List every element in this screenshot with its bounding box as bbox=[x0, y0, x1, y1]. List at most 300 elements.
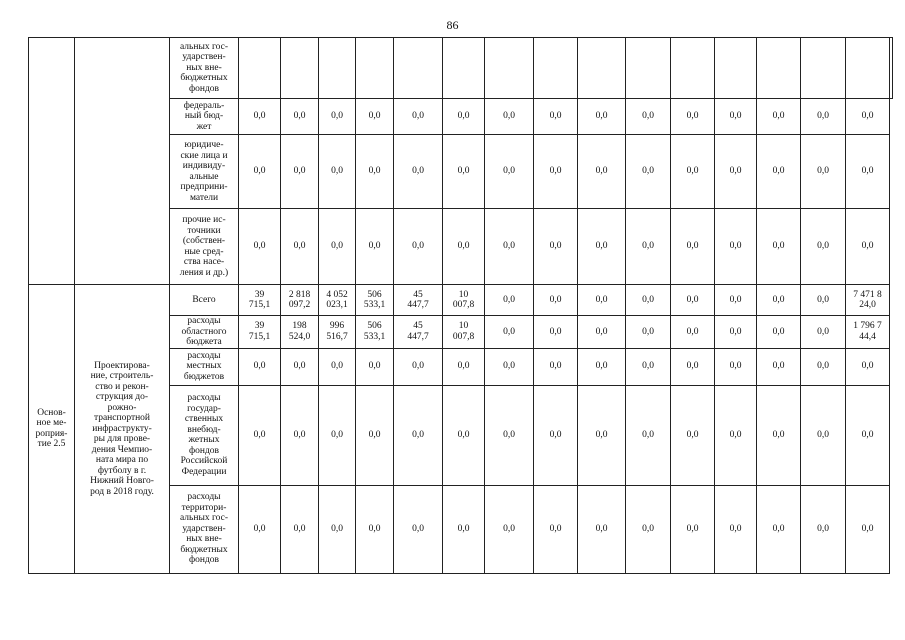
value-cell bbox=[578, 485, 626, 573]
value-cell bbox=[578, 385, 626, 485]
value-cell-line: 0,0 bbox=[412, 429, 424, 440]
value-cell: 0,0 bbox=[319, 135, 356, 209]
value-cell bbox=[534, 316, 578, 349]
funding-source-cell-line: бюджетов bbox=[183, 371, 225, 382]
funding-source-cell-line: бюджетных bbox=[180, 73, 228, 84]
value-cell-line: 0,0 bbox=[772, 326, 785, 337]
funding-source-cell-line: ные сред- bbox=[184, 246, 224, 257]
value-cell-line: 0,0 bbox=[293, 361, 306, 372]
value-cell bbox=[394, 485, 443, 573]
value-cell-line: 0,0 bbox=[503, 361, 515, 372]
value-cell bbox=[394, 385, 443, 485]
value-cell-line: 0,0 bbox=[368, 429, 381, 440]
value-cell-line: 10 bbox=[458, 289, 469, 300]
funding-source-cell-line: ударствен- bbox=[182, 523, 226, 534]
funding-source-cell-line: точники bbox=[187, 225, 221, 236]
value-cell-line: 0,0 bbox=[686, 294, 699, 305]
value-cell bbox=[443, 385, 485, 485]
measure-cell-line: тие 2.5 bbox=[37, 439, 66, 450]
value-cell-line: 516,7 bbox=[326, 331, 348, 342]
value-cell bbox=[671, 38, 715, 99]
funding-source-cell-line: расходы bbox=[187, 393, 221, 403]
value-cell: 0,0 bbox=[757, 135, 801, 209]
value-cell-line: 0,0 bbox=[293, 429, 306, 440]
value-cell bbox=[394, 38, 443, 99]
value-cell bbox=[846, 285, 890, 316]
value-cell-line: 097,2 bbox=[288, 300, 311, 310]
value-cell bbox=[671, 348, 715, 385]
value-cell: 0,0 bbox=[626, 135, 671, 209]
value-cell-line: 715,1 bbox=[248, 300, 271, 310]
value-cell: 0,0 bbox=[534, 135, 578, 209]
funding-source-cell-line: расходы bbox=[187, 492, 221, 503]
value-cell-line: 0,0 bbox=[253, 523, 266, 534]
value-cell-line: 0,0 bbox=[861, 429, 874, 440]
value-cell-line: 0,0 bbox=[729, 429, 742, 440]
value-cell bbox=[757, 485, 801, 573]
funding-source-cell bbox=[170, 385, 239, 485]
value-cell-line: 0,0 bbox=[331, 361, 343, 372]
value-cell bbox=[846, 485, 890, 573]
measure-cell-line: Основ- bbox=[37, 407, 66, 418]
value-cell bbox=[356, 285, 394, 316]
value-cell-line: 506 bbox=[367, 289, 382, 300]
funding-source-cell-line: ных вне- bbox=[186, 62, 222, 73]
funding-source-cell-line: прочие ис- bbox=[182, 215, 226, 225]
funding-source-cell bbox=[170, 316, 239, 349]
value-cell bbox=[626, 316, 671, 349]
value-cell: 0,0 bbox=[443, 99, 485, 135]
value-cell-line: 0,0 bbox=[549, 361, 562, 372]
value-cell: 0,0 bbox=[485, 209, 534, 285]
value-cell: 0,0 bbox=[757, 99, 801, 135]
value-cell bbox=[626, 285, 671, 316]
value-cell-line: 45 bbox=[413, 321, 423, 332]
value-cell-line: 447,7 bbox=[407, 300, 429, 310]
value-cell bbox=[890, 38, 893, 99]
value-cell-line: 0,0 bbox=[457, 429, 470, 440]
value-cell-line: 0,0 bbox=[595, 294, 608, 305]
value-cell-line: 0,0 bbox=[503, 326, 515, 337]
value-cell-line: 0,0 bbox=[331, 429, 343, 440]
value-cell bbox=[319, 316, 356, 349]
value-cell-line: 0,0 bbox=[817, 429, 829, 440]
value-cell bbox=[715, 316, 757, 349]
value-cell-line: 0,0 bbox=[595, 326, 608, 337]
value-cell: 0,0 bbox=[801, 99, 846, 135]
value-cell-line: 0,0 bbox=[686, 523, 699, 534]
value-cell bbox=[319, 285, 356, 316]
value-cell-line: 0,0 bbox=[729, 326, 742, 337]
funding-source-cell-line: бюджетных bbox=[180, 544, 228, 555]
funding-source-cell bbox=[170, 348, 239, 385]
value-cell: 0,0 bbox=[239, 209, 281, 285]
funding-source-cell-line: Российской bbox=[180, 456, 228, 466]
value-cell: 0,0 bbox=[715, 135, 757, 209]
value-cell-line: 0,0 bbox=[549, 294, 562, 305]
value-cell bbox=[801, 38, 846, 99]
value-cell bbox=[356, 348, 394, 385]
value-cell-line: 0,0 bbox=[457, 361, 470, 372]
funding-source-cell-line: бюджета bbox=[186, 337, 222, 347]
value-cell: 0,0 bbox=[757, 209, 801, 285]
value-cell: 0,0 bbox=[846, 99, 890, 135]
value-cell bbox=[757, 38, 801, 99]
table-row bbox=[29, 38, 893, 99]
measure-cell-line: ное ме- bbox=[36, 418, 67, 429]
value-cell bbox=[671, 316, 715, 349]
funding-source-cell-line: ударствен- bbox=[182, 52, 226, 63]
value-cell bbox=[356, 316, 394, 349]
value-cell: 0,0 bbox=[534, 209, 578, 285]
value-cell-line: 0,0 bbox=[549, 326, 562, 337]
funding-source-cell bbox=[170, 38, 239, 99]
value-cell bbox=[239, 385, 281, 485]
value-cell: 0,0 bbox=[239, 99, 281, 135]
value-cell-line: 10 bbox=[458, 321, 469, 332]
table-row bbox=[29, 285, 893, 316]
value-cell bbox=[801, 316, 846, 349]
value-cell: 0,0 bbox=[394, 135, 443, 209]
value-cell: 0,0 bbox=[319, 99, 356, 135]
value-cell-line: 45 bbox=[413, 289, 423, 300]
value-cell-line: 0,0 bbox=[595, 429, 608, 440]
project-title-cell-line: Нижний Новго- bbox=[90, 476, 154, 486]
value-cell: 0,0 bbox=[715, 209, 757, 285]
funding-source-cell-line: расходы bbox=[187, 350, 221, 361]
funding-source-cell-line: фондов bbox=[188, 83, 220, 94]
value-cell-line: 0,0 bbox=[772, 523, 785, 534]
value-cell-line: 0,0 bbox=[549, 429, 562, 440]
value-cell-line: 0,0 bbox=[817, 523, 829, 534]
value-cell: 0,0 bbox=[281, 209, 319, 285]
value-cell bbox=[626, 348, 671, 385]
value-cell bbox=[319, 348, 356, 385]
value-cell: 0,0 bbox=[671, 135, 715, 209]
value-cell-line: 0,0 bbox=[686, 326, 699, 337]
value-cell-line: 007,8 bbox=[452, 300, 475, 310]
value-cell bbox=[578, 316, 626, 349]
measure-cell-line: роприя- bbox=[35, 428, 68, 439]
value-cell bbox=[319, 385, 356, 485]
funding-source-cell bbox=[170, 285, 239, 316]
value-cell-line: 0,0 bbox=[293, 523, 306, 534]
project-title-cell-line: ната мира по bbox=[95, 455, 149, 465]
value-cell bbox=[801, 385, 846, 485]
value-cell bbox=[485, 485, 534, 573]
value-cell-line: 2 818 bbox=[288, 289, 311, 300]
value-cell bbox=[801, 285, 846, 316]
value-cell bbox=[485, 385, 534, 485]
value-cell: 0,0 bbox=[578, 209, 626, 285]
value-cell-line: 715,1 bbox=[248, 331, 271, 342]
value-cell-line: 524,0 bbox=[288, 331, 311, 342]
funding-source-cell-line: государ- bbox=[187, 403, 221, 414]
funding-source-cell-line: ственных bbox=[184, 414, 224, 424]
value-cell bbox=[239, 38, 281, 99]
value-cell-line: 023,1 bbox=[326, 300, 348, 310]
value-cell: 0,0 bbox=[671, 209, 715, 285]
value-cell-line: 0,0 bbox=[503, 429, 515, 440]
value-cell bbox=[394, 285, 443, 316]
value-cell bbox=[239, 316, 281, 349]
value-cell bbox=[534, 348, 578, 385]
funding-source-cell bbox=[170, 485, 239, 573]
value-cell: 0,0 bbox=[281, 135, 319, 209]
value-cell bbox=[394, 348, 443, 385]
value-cell bbox=[319, 485, 356, 573]
value-cell bbox=[846, 316, 890, 349]
value-cell-line: 39 bbox=[254, 321, 265, 332]
value-cell bbox=[485, 38, 534, 99]
value-cell-line: 0,0 bbox=[729, 523, 742, 534]
value-cell-line: 0,0 bbox=[817, 361, 829, 372]
value-cell bbox=[846, 38, 890, 99]
value-cell-line: 0,0 bbox=[642, 294, 654, 305]
value-cell-line: 0,0 bbox=[368, 523, 381, 534]
value-cell-line: 198 bbox=[292, 321, 307, 332]
funding-source-cell-line: ские лица и bbox=[180, 150, 228, 161]
value-cell bbox=[281, 316, 319, 349]
value-cell bbox=[757, 316, 801, 349]
value-cell: 0,0 bbox=[443, 135, 485, 209]
funding-source-cell-line: ления и др.) bbox=[179, 267, 229, 278]
value-cell-line: 39 bbox=[254, 289, 265, 300]
funding-source-cell-line: ства насе- bbox=[183, 257, 225, 267]
funding-source-cell-line: фондов bbox=[188, 445, 220, 456]
value-cell: 0,0 bbox=[626, 209, 671, 285]
funding-source-cell-line: Федерации bbox=[181, 466, 227, 477]
value-cell-line: 0,0 bbox=[729, 294, 742, 305]
value-cell-line: 24,0 bbox=[859, 300, 876, 310]
funding-source-cell-line: фондов bbox=[188, 555, 220, 566]
funding-source-cell bbox=[170, 135, 239, 209]
project-title-cell-line: дения Чемпио- bbox=[91, 444, 153, 455]
value-cell bbox=[485, 285, 534, 316]
value-cell: 0,0 bbox=[394, 99, 443, 135]
value-cell: 0,0 bbox=[485, 135, 534, 209]
value-cell-line: 0,0 bbox=[642, 523, 654, 534]
funding-source-cell-line: местных bbox=[186, 361, 222, 372]
value-cell-line: 0,0 bbox=[595, 523, 608, 534]
value-cell bbox=[534, 385, 578, 485]
value-cell bbox=[801, 348, 846, 385]
value-cell bbox=[626, 38, 671, 99]
value-cell bbox=[443, 285, 485, 316]
value-cell bbox=[757, 385, 801, 485]
value-cell-line: 506 bbox=[367, 321, 382, 332]
value-cell-line: 0,0 bbox=[253, 361, 266, 372]
value-cell-line: 1 796 7 bbox=[853, 321, 882, 332]
value-cell bbox=[846, 348, 890, 385]
project-cell-empty bbox=[75, 38, 170, 285]
funding-source-cell-line: внебюд- bbox=[187, 424, 221, 435]
value-cell-line: 0,0 bbox=[772, 361, 785, 372]
value-cell: 0,0 bbox=[715, 99, 757, 135]
funding-source-cell-line: альных гос- bbox=[180, 513, 228, 524]
value-cell-line: 007,8 bbox=[452, 331, 475, 342]
value-cell bbox=[671, 485, 715, 573]
value-cell bbox=[671, 385, 715, 485]
value-cell bbox=[534, 38, 578, 99]
value-cell-line: 0,0 bbox=[642, 326, 654, 337]
value-cell bbox=[757, 285, 801, 316]
value-cell: 0,0 bbox=[626, 99, 671, 135]
value-cell bbox=[715, 485, 757, 573]
project-title-cell-line: ние, строитель- bbox=[90, 371, 154, 381]
measure-cell bbox=[29, 285, 75, 574]
value-cell bbox=[443, 348, 485, 385]
value-cell: 0,0 bbox=[394, 209, 443, 285]
page-number: 86 bbox=[446, 18, 459, 32]
value-cell bbox=[534, 285, 578, 316]
funding-source-cell-line: предприни- bbox=[180, 182, 228, 192]
value-cell bbox=[281, 385, 319, 485]
value-cell-line: 0,0 bbox=[817, 326, 829, 337]
value-cell-line: 0,0 bbox=[686, 429, 699, 440]
project-title-cell-line: ры для прове- bbox=[93, 434, 151, 444]
funding-source-cell bbox=[170, 99, 239, 135]
funding-source-cell bbox=[170, 209, 239, 285]
value-cell: 0,0 bbox=[846, 135, 890, 209]
value-cell bbox=[239, 285, 281, 316]
value-cell bbox=[671, 285, 715, 316]
value-cell: 0,0 bbox=[801, 209, 846, 285]
value-cell bbox=[319, 38, 356, 99]
value-cell bbox=[443, 485, 485, 573]
funding-source-cell-line: территори- bbox=[181, 502, 227, 513]
value-cell-line: 0,0 bbox=[595, 361, 608, 372]
value-cell: 0,0 bbox=[239, 135, 281, 209]
value-cell-line: 0,0 bbox=[457, 523, 470, 534]
value-cell-line: 0,0 bbox=[861, 523, 874, 534]
value-cell bbox=[443, 316, 485, 349]
project-title-cell-line: ство и рекон- bbox=[95, 381, 149, 392]
value-cell bbox=[578, 285, 626, 316]
value-cell bbox=[846, 385, 890, 485]
funding-source-cell-line: альные bbox=[189, 171, 219, 182]
value-cell bbox=[239, 485, 281, 573]
value-cell bbox=[281, 485, 319, 573]
value-cell-line: 447,7 bbox=[407, 331, 429, 342]
value-cell bbox=[443, 38, 485, 99]
value-cell-line: 0,0 bbox=[503, 294, 515, 305]
value-cell bbox=[715, 38, 757, 99]
funding-source-cell-line: расходы bbox=[187, 316, 221, 326]
project-title-cell-line: транспортной bbox=[93, 413, 151, 423]
funding-source-cell-line: (собствен- bbox=[182, 236, 226, 246]
value-cell bbox=[485, 316, 534, 349]
value-cell-line: 0,0 bbox=[368, 361, 381, 372]
value-cell-line: 533,1 bbox=[363, 300, 386, 310]
value-cell: 0,0 bbox=[443, 209, 485, 285]
value-cell: 0,0 bbox=[671, 99, 715, 135]
value-cell bbox=[356, 38, 394, 99]
value-cell-line: 0,0 bbox=[331, 523, 343, 534]
value-cell bbox=[356, 485, 394, 573]
value-cell: 0,0 bbox=[356, 99, 394, 135]
project-title-cell-line: футболу в г. bbox=[97, 465, 147, 476]
value-cell: 0,0 bbox=[356, 209, 394, 285]
value-cell-line: 0,0 bbox=[686, 361, 699, 372]
value-cell bbox=[715, 348, 757, 385]
value-cell: 0,0 bbox=[485, 99, 534, 135]
funding-source-cell-line: индивиду- bbox=[182, 161, 226, 171]
value-cell bbox=[578, 38, 626, 99]
funding-source-cell-line: Всего bbox=[192, 294, 216, 305]
funding-source-cell-line: федераль- bbox=[183, 100, 225, 111]
project-title-cell-line: инфраструкту- bbox=[92, 423, 152, 434]
value-cell bbox=[757, 348, 801, 385]
funding-source-cell-line: жет bbox=[196, 121, 212, 132]
funding-source-cell-line: юридиче- bbox=[184, 140, 224, 150]
project-title-cell-line: струкция до- bbox=[95, 392, 149, 402]
value-cell-line: 0,0 bbox=[503, 523, 515, 534]
value-cell bbox=[239, 348, 281, 385]
funding-source-cell-line: жетных bbox=[188, 435, 220, 445]
value-cell: 0,0 bbox=[356, 135, 394, 209]
value-cell-line: 996 bbox=[329, 321, 345, 332]
value-cell: 0,0 bbox=[578, 99, 626, 135]
value-cell-line: 0,0 bbox=[772, 429, 785, 440]
value-cell: 0,0 bbox=[578, 135, 626, 209]
value-cell bbox=[356, 385, 394, 485]
value-cell-line: 0,0 bbox=[772, 294, 785, 305]
value-cell bbox=[394, 316, 443, 349]
value-cell bbox=[485, 348, 534, 385]
value-cell-line: 0,0 bbox=[861, 361, 874, 372]
value-cell bbox=[626, 385, 671, 485]
value-cell bbox=[715, 285, 757, 316]
value-cell-line: 0,0 bbox=[642, 361, 654, 372]
funding-source-cell-line: областного bbox=[181, 326, 227, 337]
value-cell bbox=[626, 485, 671, 573]
value-cell-line: 4 052 bbox=[326, 289, 348, 300]
value-cell-line: 0,0 bbox=[253, 429, 266, 440]
value-cell: 0,0 bbox=[319, 209, 356, 285]
value-cell bbox=[281, 348, 319, 385]
value-cell-line: 0,0 bbox=[412, 361, 424, 372]
value-cell: 0,0 bbox=[801, 135, 846, 209]
funding-source-cell-line: ный бюд- bbox=[184, 111, 224, 122]
value-cell-line: 0,0 bbox=[817, 294, 829, 305]
value-cell-line: 0,0 bbox=[412, 523, 424, 534]
value-cell bbox=[801, 485, 846, 573]
value-cell-line: 7 471 8 bbox=[853, 289, 882, 300]
funding-table bbox=[28, 37, 893, 574]
value-cell bbox=[715, 385, 757, 485]
value-cell: 0,0 bbox=[846, 209, 890, 285]
value-cell bbox=[281, 38, 319, 99]
funding-source-cell-line: матели bbox=[189, 192, 219, 203]
value-cell: 0,0 bbox=[534, 99, 578, 135]
value-cell-line: 533,1 bbox=[363, 331, 386, 342]
funding-source-cell-line: ных вне- bbox=[186, 534, 222, 545]
project-title-cell bbox=[75, 285, 170, 574]
project-title-cell-line: рожно- bbox=[107, 402, 137, 413]
value-cell bbox=[578, 348, 626, 385]
value-cell-line: 0,0 bbox=[642, 429, 654, 440]
value-cell: 0,0 bbox=[281, 99, 319, 135]
value-cell bbox=[534, 485, 578, 573]
measure-cell-empty bbox=[29, 38, 75, 285]
value-cell bbox=[281, 285, 319, 316]
project-title-cell-line: род в 2018 году. bbox=[90, 486, 154, 497]
project-title-cell-line: Проектирова- bbox=[94, 360, 150, 371]
value-cell-line: 0,0 bbox=[729, 361, 742, 372]
funding-source-cell-line: альных гос- bbox=[180, 41, 228, 52]
value-cell-line: 0,0 bbox=[549, 523, 562, 534]
